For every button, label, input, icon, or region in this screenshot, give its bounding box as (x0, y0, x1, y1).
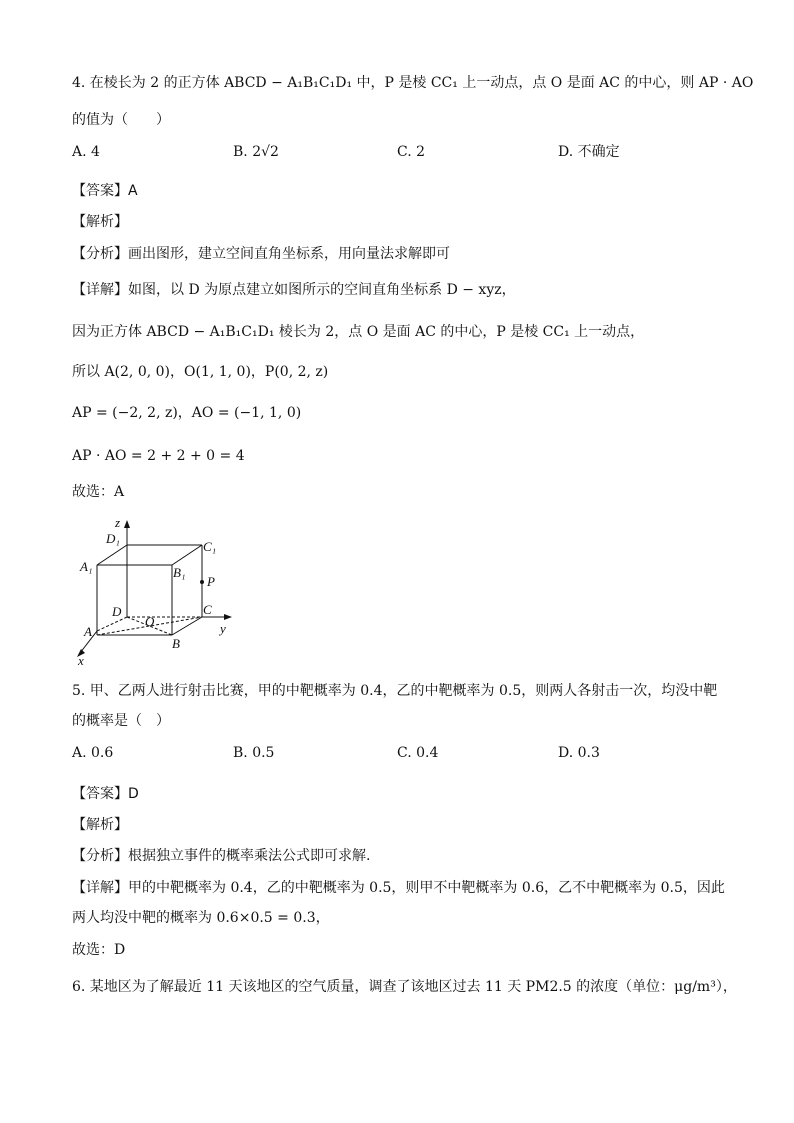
q4-xiangjie-line2: 因为正方体 ABCD − A₁B₁C₁D₁ 棱长为 2，点 O 是面 AC 的中心，P 是棱 CC₁ 上一动点， (72, 324, 645, 340)
q5-xiangjie-line1: 【详解】甲的中靶概率为 0.4，乙的中靶概率为 0.5，则甲不中靶概率为 0.6，乙不中靶概率为 0.5，因此 (72, 880, 725, 896)
label-y: y (220, 621, 226, 636)
cube-figure (72, 515, 252, 665)
label-b: B (172, 636, 180, 651)
label-a: A (84, 624, 92, 639)
q5-stem-line1: 5. 甲、乙两人进行射击比赛，甲的中靶概率为 0.4，乙的中靶概率为 0.5，则两人各射击一次，均没中靶 (72, 683, 718, 699)
q4-xiangjie-line1: 【详解】如图，以 D 为原点建立如图所示的空间直角坐标系 D − xyz， (72, 282, 516, 298)
q5-option-a: A. 0.6 (72, 745, 114, 761)
q4-stem-line2: 的值为（ ） (72, 112, 170, 128)
q5-analysis-heading: 【解析】 (72, 817, 128, 833)
label-d: D (112, 604, 122, 619)
x-axis (97, 617, 127, 631)
q4-option-b: B. 2√2 (233, 144, 279, 160)
point-p (200, 580, 204, 584)
y-axis-arrow (224, 614, 232, 620)
z-axis-arrow (124, 520, 130, 528)
q5-choose: 故选：D (72, 942, 126, 958)
q4-analysis-heading: 【解析】 (72, 214, 128, 230)
q5-answer: 【答案】D (72, 786, 139, 802)
q5-option-c: C. 0.4 (397, 745, 439, 761)
q4-fenxi: 【分析】画出图形，建立空间直角坐标系，用向量法求解即可 (72, 246, 450, 262)
label-a1: A₁ (80, 559, 93, 574)
q4-option-c: C. 2 (397, 144, 426, 160)
q4-coordinates: 所以 A(2, 0, 0)，O(1, 1, 0)，P(0, 2, z) (72, 364, 329, 380)
q4-option-a: A. 4 (72, 144, 100, 160)
label-p: P (207, 574, 215, 589)
label-b1: B₁ (173, 565, 186, 580)
label-x: x (78, 653, 84, 665)
q4-option-d: D. 不确定 (558, 144, 620, 160)
label-c: C (203, 602, 212, 617)
q4-answer: 【答案】A (72, 183, 138, 199)
q5-stem-line2: 的概率是（ ） (72, 713, 170, 729)
q4-choose: 故选：A (72, 484, 125, 500)
label-o: O (145, 614, 155, 629)
q5-option-d: D. 0.3 (558, 745, 600, 761)
label-z: z (115, 515, 121, 530)
q5-xiangjie-line2: 两人均没中靶的概率为 0.6×0.5 = 0.3， (72, 910, 330, 926)
q4-stem-line1: 4. 在棱长为 2 的正方体 ABCD − A₁B₁C₁D₁ 中，P 是棱 CC₁ 上一动点，点 O 是面 AC 的中心，则 AP · AO (72, 75, 754, 91)
label-c1: C₁ (203, 539, 217, 554)
q5-option-b: B. 0.5 (233, 745, 275, 761)
q6-stem-line1: 6. 某地区为了解最近 11 天该地区的空气质量，调查了该地区过去 11 天 PM2.5 的浓度（单位：μg/m³）， (72, 979, 737, 995)
q4-dot-product: AP · AO = 2 + 2 + 0 = 4 (72, 448, 245, 464)
q4-vectors: AP = (−2, 2, z)，AO = (−1, 1, 0) (72, 405, 302, 421)
q5-fenxi: 【分析】根据独立事件的概率乘法公式即可求解. (72, 848, 371, 864)
label-d1: D₁ (106, 531, 120, 546)
